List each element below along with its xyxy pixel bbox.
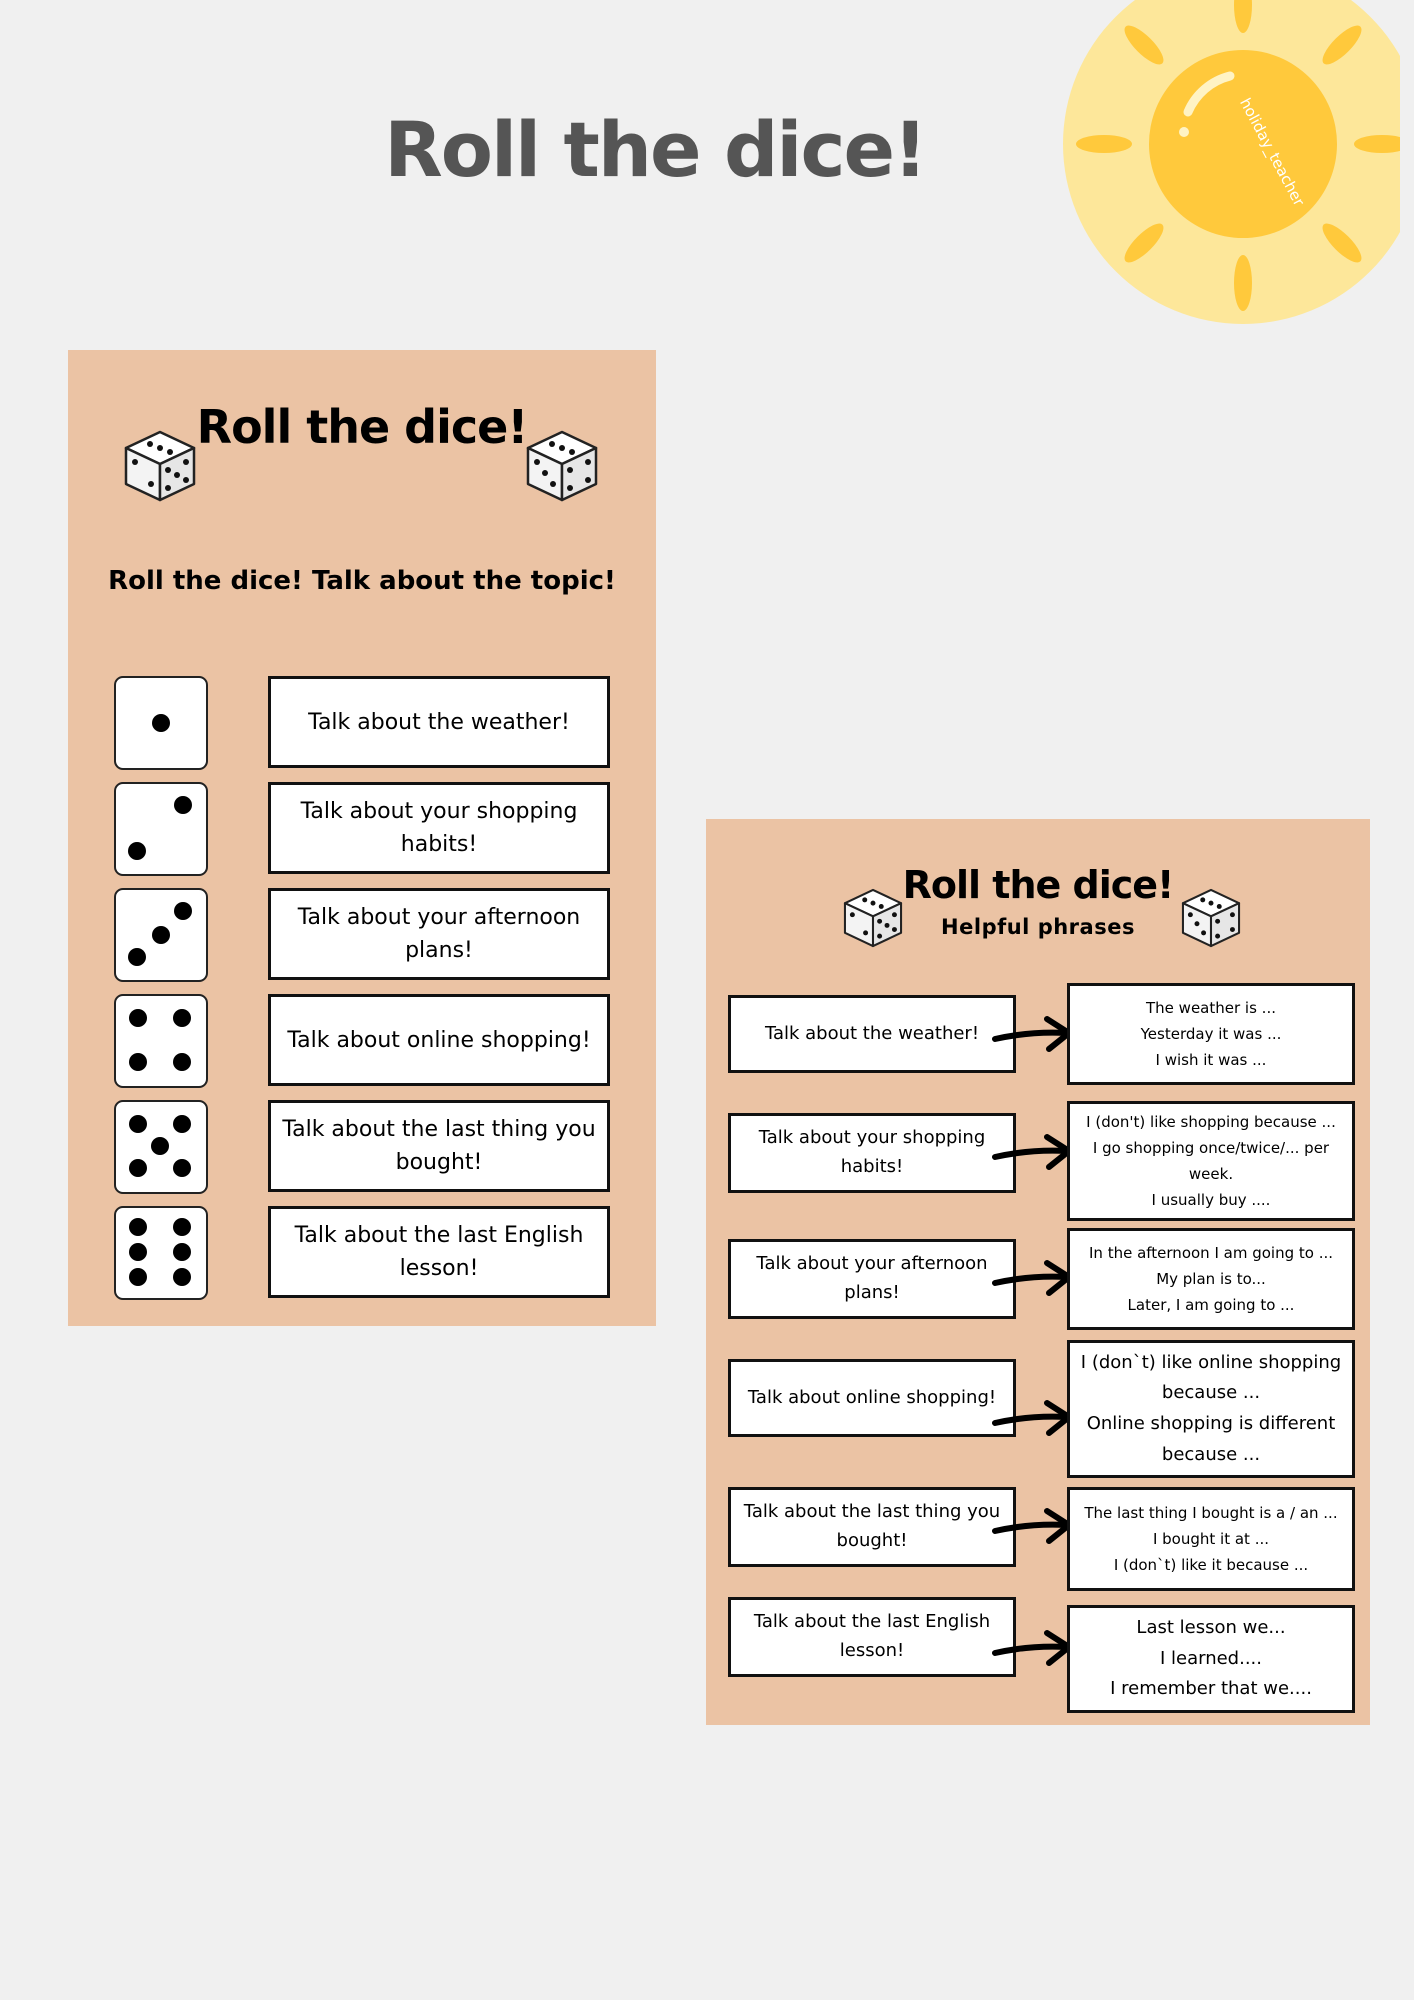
phrase-line: I (don`t) like it because ... xyxy=(1113,1556,1309,1575)
phrase-line: I (don`t) like online shopping xyxy=(1080,1351,1342,1373)
phrase-line: I bought it at ... xyxy=(1152,1529,1270,1548)
die-face-6 xyxy=(114,1206,208,1300)
card-title: Roll the dice! xyxy=(196,400,528,454)
dice-topics-card xyxy=(68,350,656,1326)
topic-box: Talk about the weather! xyxy=(268,676,610,768)
die-face-5 xyxy=(114,1100,208,1194)
topic-box: Talk about your afternoon plans! xyxy=(268,888,610,980)
phrase-line: In the afternoon I am going to ... xyxy=(1089,1243,1333,1262)
topic-box: Talk about your afternoon plans! xyxy=(728,1239,1016,1319)
phrase-line: because ... xyxy=(1161,1443,1261,1465)
phrase-line: week. xyxy=(1188,1165,1234,1183)
topic-box: Talk about the last thing you bought! xyxy=(268,1100,610,1192)
phrase-line: because ... xyxy=(1161,1382,1261,1404)
topic-box: Talk about the weather! xyxy=(728,995,1016,1073)
phrases-box xyxy=(1067,983,1355,1085)
phrase-line: Yesterday it was ... xyxy=(1140,1024,1282,1043)
arrow-right-icon xyxy=(991,1259,1076,1299)
helpful-phrases-card xyxy=(706,819,1370,1725)
phrases-box xyxy=(1067,1605,1355,1713)
phrase-line: I wish it was ... xyxy=(1155,1051,1267,1070)
phrase-line: Last lesson we... xyxy=(1136,1617,1286,1639)
arrow-right-icon xyxy=(991,1629,1076,1669)
die-face-2 xyxy=(114,782,208,876)
die-face-4 xyxy=(114,994,208,1088)
topic-box: Talk about online shopping! xyxy=(268,994,610,1086)
topic-box: Talk about the last thing you bought! xyxy=(728,1487,1016,1567)
card-subtitle: Helpful phrases xyxy=(941,915,1135,939)
phrase-line: My plan is to... xyxy=(1156,1269,1266,1288)
topic-box: Talk about the last English lesson! xyxy=(268,1206,610,1298)
topic-box: Talk about your shopping habits! xyxy=(268,782,610,874)
arrow-right-icon xyxy=(991,1015,1076,1055)
topic-box: Talk about the last English lesson! xyxy=(728,1597,1016,1677)
die-face-3 xyxy=(114,888,208,982)
die-face-1 xyxy=(114,676,208,770)
phrase-line: I go shopping once/twice/... per xyxy=(1092,1138,1330,1157)
phrase-line: I usually buy .... xyxy=(1151,1191,1271,1210)
phrases-box xyxy=(1067,1340,1355,1478)
arrow-right-icon xyxy=(991,1399,1076,1439)
phrase-line: Online shopping is different xyxy=(1086,1413,1336,1434)
phrase-line: I learned.... xyxy=(1159,1647,1262,1669)
instruction-text: Roll the dice! Talk about the topic! xyxy=(108,566,616,596)
topic-box: Talk about your shopping habits! xyxy=(728,1113,1016,1193)
page-title: Roll the dice! xyxy=(384,105,926,194)
topic-box: Talk about online shopping! xyxy=(728,1359,1016,1437)
phrase-line: I remember that we.... xyxy=(1110,1678,1312,1700)
phrases-box xyxy=(1067,1487,1355,1591)
phrase-line: I (don't) like shopping because ... xyxy=(1086,1112,1336,1131)
phrase-line: The last thing I bought is a / an ... xyxy=(1084,1503,1338,1522)
arrow-right-icon xyxy=(991,1507,1076,1547)
sun-illustration xyxy=(1060,0,1400,340)
phrases-box xyxy=(1067,1101,1355,1221)
phrase-line: The weather is ... xyxy=(1146,998,1276,1017)
arrow-right-icon xyxy=(991,1133,1076,1173)
phrases-box xyxy=(1067,1228,1355,1330)
card-title: Roll the dice! xyxy=(902,863,1174,907)
watermark: holiday_teacher xyxy=(1236,95,1309,210)
phrase-line: Later, I am going to ... xyxy=(1127,1296,1295,1315)
